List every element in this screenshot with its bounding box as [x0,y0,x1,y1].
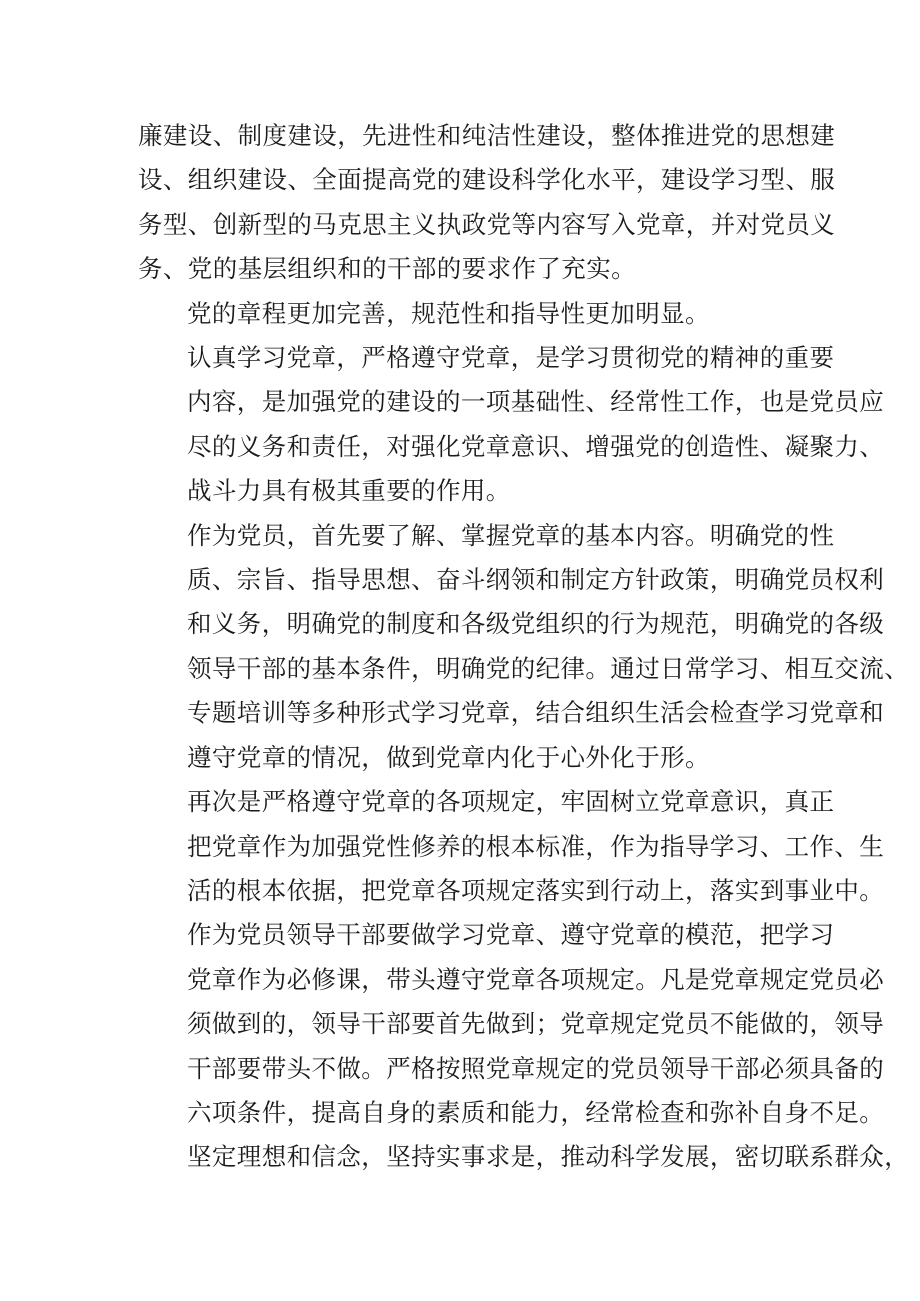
document-body [138,114,910,1180]
paragraph-3 [138,336,885,514]
text-line: 党章作为必修课，带头遵守党章各项规定。凡是党章规定党员必 [187,964,885,994]
text-line: 坚定理想和信念，坚持实事求是，推动科学发展，密切联系群众， [187,1142,910,1172]
text-line: 质、宗旨、指导思想、奋斗纲领和制定方针政策，明确党员权利 [187,565,885,595]
text-line: 活的根本依据，把党章各项规定落实到行动上，落实到事业中。 [187,875,885,905]
text-line: 尽的义务和责任，对强化党章意识、增强党的创造性、凝聚力、 [187,431,885,461]
text-line: 专题培训等多种形式学习党章，结合组织生活会检查学习党章和 [187,698,885,728]
text-line: 内容，是加强党的建设的一项基础性、经常性工作，也是党员应 [187,387,885,417]
paragraph-2 [138,292,804,336]
text-line: 六项条件，提高自身的素质和能力，经常检查和弥补自身不足。 [187,1097,885,1127]
text-line: 战斗力具有极其重要的作用。 [187,476,511,506]
text-line: 须做到的，领导干部要首先做到；党章规定党员不能做的，领导 [187,1009,885,1039]
text-line: 认真学习党章，严格遵守党章，是学习贯彻党的精神的重要 [187,343,835,373]
paragraph-4 [138,514,910,780]
text-line: 作为党员领导干部要做学习党章、遵守党章的模范，把学习 [187,920,835,950]
text-line: 务型、创新型的马克思主义执政党等内容写入党章，并对党员义 [138,209,836,239]
text-line: 领导干部的基本条件，明确党的纪律。通过日常学习、相互交流、 [187,653,910,683]
text-line: 廉建设、制度建设，先进性和纯洁性建设，整体推进党的思想建 [138,121,836,150]
text-line: 务、党的基层组织和的干部的要求作了充实。 [138,254,636,284]
paragraph-5 [138,780,885,913]
text-line: 干部要带头不做。严格按照党章规定的党员领导干部必须具备的 [187,1053,885,1083]
text-line: 党的章程更加完善，规范性和指导性更加明显。 [187,298,710,328]
text-line: 遵守党章的情况，做到党章内化于心外化于形。 [187,742,710,772]
text-line: 把党章作为加强党性修养的根本标准，作为指导学习、工作、生 [187,831,885,861]
paragraph-1 [138,114,836,292]
paragraph-6 [138,913,910,1179]
text-line: 和义务，明确党的制度和各级党组织的行为规范，明确党的各级 [187,609,885,639]
text-line: 再次是严格遵守党章的各项规定，牢固树立党章意识，真正 [187,787,835,817]
text-line: 设、组织建设、全面提高党的建设科学化水平，建设学习型、服 [138,165,836,195]
text-line: 作为党员，首先要了解、掌握党章的基本内容。明确党的性 [187,520,835,550]
